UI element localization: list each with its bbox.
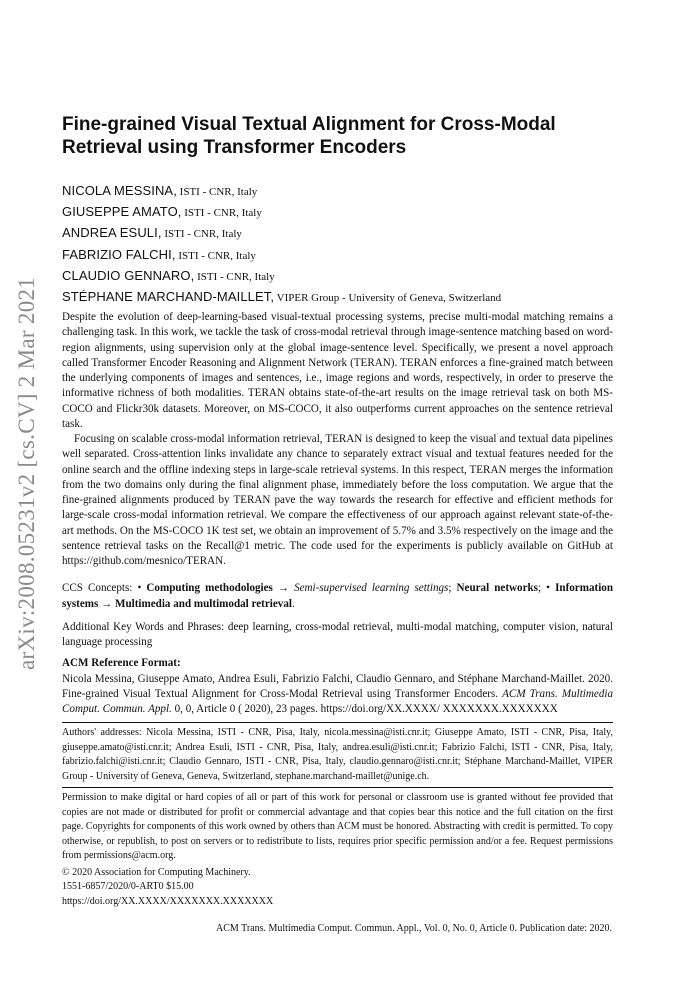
paper-title: Fine-grained Visual Textual Alignment for Cross-Modal Retrieval using Transformer Encoders [62, 114, 556, 158]
author-name: FABRIZIO FALCHI, [62, 246, 176, 262]
reference-text: Nicola Messina, Giuseppe Amato, Andrea Esuli, Fabrizio Falchi, Claudio Gennaro, and Stéphane Marchand-Maillet. 2020. Fine-grained Visual Textual Alignment for Cross-Modal Retrieval using Transformer Encoders. [62, 672, 613, 700]
ccs-concept: Computing methodologies [146, 582, 273, 595]
author-addresses: Authors' addresses: Nicola Messina, ISTI - CNR, Pisa, Italy, nicola.messina@isti.cnr.it; Giuseppe Amato, ISTI - CNR, Pisa, Italy, giuseppe.amato@isti.cnr.it; Andrea Esuli, ISTI - CNR, Pisa, Italy, andrea.esuli@isti.cnr.it; Fabrizio Falchi, ISTI - CNR, Pisa, Italy, fabrizio.falchi@isti.cnr.it; Claudio Gennaro, ISTI - CNR, Pisa, Italy, claudio.gennaro@isti.cnr.it; Stéphane Marchand-Maillet, VIPER Group - University of Geneva, Geneva, Switzerland, stephane.marchand-maillet@unige.ch. [62, 727, 613, 782]
reference-heading: ACM Reference Format: [62, 657, 181, 670]
author-name: NICOLA MESSINA, [62, 183, 177, 198]
arrow: → [272, 582, 295, 595]
permission-notice: Permission to make digital or hard copies of all or part of this work for personal or classroom use is granted without fee provided that copies are not made or distributed for profit or commercial advantage and that copies bear this notice and the full citation on the first page. Copyrights for components of this work owned by others than ACM must be honored. Abstracting with credit is permitted. To copy otherwise, or republish, to post on servers or to redistribute to lists, requires prior specific permission and/or a fee. Request permissions from permissions@acm.org. [62, 792, 613, 862]
author [62, 202, 613, 223]
author-name: ANDREA ESULI, [62, 225, 162, 241]
reference-journal: ACM Trans. Multimedia Comput. Commun. Appl. [62, 687, 613, 716]
author-affiliation: ISTI - CNR, Italy [181, 207, 262, 220]
ccs-label: CCS Concepts: [62, 582, 138, 595]
page-footer: ACM Trans. Multimedia Comput. Commun. Appl., Vol. 0, No. 0, Article 0. Publication date: 2020. [215, 923, 612, 935]
bullet: • [137, 582, 142, 595]
author-affiliation: VIPER Group - University of Geneva, Switzerland [274, 292, 502, 305]
author-list [62, 181, 613, 308]
issn-line: 1551-6857/2020/0-ART0 $15.00 [62, 881, 194, 893]
page-column [62, 113, 613, 934]
author-affiliation: ISTI - CNR, Italy [161, 228, 242, 241]
author-name: CLAUDIO GENNARO, [62, 267, 195, 283]
divider [62, 787, 613, 788]
separator: ; [448, 582, 457, 595]
author-name: GIUSEPPE AMATO, [62, 204, 182, 220]
divider [62, 722, 613, 723]
reference-text: 0, 0, Article 0 ( 2020), 23 pages. https://doi.org/XX.XXXX/ XXXXXXX.XXXXXXX [171, 703, 558, 716]
abstract [62, 310, 613, 569]
doi-link[interactable]: https://doi.org/XX.XXXX/XXXXXXX.XXXXXXX [62, 895, 274, 907]
author [62, 223, 613, 244]
author [62, 287, 613, 308]
acm-reference [62, 656, 613, 717]
arxiv-stamp: arXiv:2008.05231v2 [cs.CV] 2 Mar 2021 [14, 276, 39, 670]
abstract-paragraph: Focusing on scalable cross-modal information retrieval, TERAN is designed to keep the visual and textual data pipelines well separated. Cross-attention links invalidate any chance to separately extract visual and textual features needed for the online search and the offline indexing steps in large-scale retrieval systems. In this respect, TERAN merges the information from the two domains only during the final alignment phase, immediately before the loss computation. We argue that the fine-grained alignments produced by TERAN pave the way towards the research for effective and efficient methods for large-scale cross-modal information retrieval. We compare the effectiveness of our approach against relevant state-of-the-art methods. On the MS-COCO 1K test set, we obtain an improvement of 5.7% and 3.5% respectively on the image and the sentence retrieval tasks on the Recall@1 metric. The code used for the experiments is publicly available on GitHub at https://github.com/mesnico/TERAN. [62, 433, 613, 568]
author [62, 266, 613, 287]
arrow: → [98, 597, 115, 610]
copyright [62, 866, 613, 910]
ccs-concept: Semi-supervised learning settings [294, 582, 449, 595]
separator: ; [537, 582, 547, 595]
abstract-paragraph: Despite the evolution of deep-learning-based visual-textual processing systems, precise multi-modal matching remains a challenging task. In this work, we tackle the task of cross-modal retrieval through image-sentence matching based on word-region alignments, using supervision only at the global image-sentence level. Specifically, we present a novel approach called Transformer Encoder Reasoning and Alignment Network (TERAN). TERAN enforces a fine-grained match between the underlying components of images and sentences, i.e., image regions and words, respectively, in order to preserve the informative richness of both modalities. TERAN obtains state-of-the-art results on the image retrieval task on both MS-COCO and Flickr30k datasets. Moreover, on MS-COCO, it also outperforms current approaches on the sentence retrieval task. [62, 311, 613, 430]
period: . [291, 597, 295, 610]
ccs-concept: Information systems [62, 582, 614, 610]
ccs-concept: Neural networks [456, 582, 538, 595]
author-affiliation: ISTI - CNR, Italy [194, 270, 275, 283]
ccs-concepts [62, 581, 613, 612]
author [62, 181, 613, 202]
ccs-concept: Multimedia and multimodal retrieval [115, 597, 292, 610]
keywords: Additional Key Words and Phrases: deep learning, cross-modal retrieval, multi-modal matching, computer vision, natural language processing [62, 620, 613, 649]
bullet: • [546, 582, 551, 595]
author [62, 245, 613, 266]
author-affiliation: ISTI - CNR, Italy [175, 249, 256, 262]
author-affiliation: ISTI - CNR, Italy [176, 186, 258, 198]
author-name: STÉPHANE MARCHAND-MAILLET, [62, 289, 275, 305]
copyright-line: © 2020 Association for Computing Machinery. [62, 866, 251, 878]
